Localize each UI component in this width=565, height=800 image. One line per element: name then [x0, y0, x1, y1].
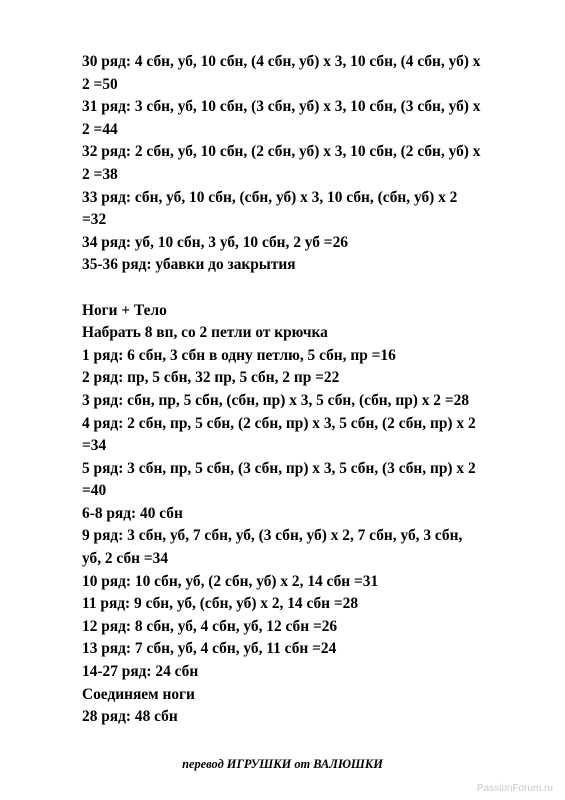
- pattern-line: 5 ряд: 3 сбн, пр, 5 сбн, (3 сбн, пр) х 3, 5 сбн, (3 сбн, пр) х 2: [82, 459, 476, 477]
- pattern-line: 12 ряд: 8 сбн, уб, 4 сбн, уб, 12 сбн =26: [82, 617, 338, 635]
- section-heading: Ноги + Тело: [82, 301, 167, 319]
- pattern-line: 28 ряд: 48 сбн: [82, 708, 178, 726]
- pattern-line: Набрать 8 вп, со 2 петли от крючка: [82, 324, 328, 342]
- pattern-text: [82, 51, 530, 729]
- pattern-line: =34: [82, 437, 107, 455]
- pattern-line: 3 ряд: сбн, пр, 5 сбн, (сбн, пр) х 3, 5 сбн, (сбн, пр) х 2 =28: [82, 391, 470, 409]
- pattern-line: 9 ряд: 3 сбн, уб, 7 сбн, уб, (3 сбн, уб) х 2, 7 сбн, уб, 3 сбн,: [82, 527, 463, 545]
- pattern-line: 33 ряд: сбн, уб, 10 сбн, (сбн, уб) х 3, 10 сбн, (сбн, уб) х 2: [82, 188, 458, 206]
- pattern-line: 14-27 ряд: 24 сбн: [82, 663, 199, 681]
- pattern-line: Соединяем ноги: [82, 685, 195, 703]
- pattern-line: 34 ряд: уб, 10 сбн, 3 уб, 10 сбн, 2 уб =26: [82, 233, 348, 251]
- section-spacer: [82, 277, 530, 300]
- pattern-line: =40: [82, 482, 107, 500]
- pattern-line: 2 =44: [82, 120, 118, 138]
- pattern-line: 11 ряд: 9 сбн, уб, (сбн, уб) х 2, 14 сбн =28: [82, 595, 359, 613]
- pattern-line: 2 =38: [82, 165, 118, 183]
- pattern-line: уб, 2 сбн =34: [82, 550, 169, 568]
- pattern-line: 31 ряд: 3 сбн, уб, 10 сбн, (3 сбн, уб) х 3, 10 сбн, (3 сбн, уб) х: [82, 98, 481, 116]
- pattern-line: 4 ряд: 2 сбн, пр, 5 сбн, (2 сбн, пр) х 3, 5 сбн, (2 сбн, пр) х 2: [82, 414, 476, 432]
- pattern-line: 32 ряд: 2 сбн, уб, 10 сбн, (2 сбн, уб) х 3, 10 сбн, (2 сбн, уб) х: [82, 143, 481, 161]
- pattern-line: 6-8 ряд: 40 сбн: [82, 504, 183, 522]
- pattern-line: 13 ряд: 7 сбн, уб, 4 сбн, уб, 11 сбн =24: [82, 640, 337, 658]
- pattern-line: 35-36 ряд: убавки до закрытия: [82, 256, 296, 274]
- pattern-line: =32: [82, 211, 107, 229]
- translation-credit: перевод ИГРУШКИ от ВАЛЮШКИ: [182, 757, 383, 771]
- pattern-line: 2 ряд: пр, 5 сбн, 32 пр, 5 сбн, 2 пр =22: [82, 369, 340, 387]
- pattern-line: 30 ряд: 4 сбн, уб, 10 сбн, (4 сбн, уб) х 3, 10 сбн, (4 сбн, уб) х: [82, 53, 481, 70]
- site-watermark: PassionForum.ru: [476, 783, 553, 794]
- pattern-line: 10 ряд: 10 сбн, уб, (2 сбн, уб) х 2, 14 сбн =31: [82, 572, 379, 590]
- pattern-line: 2 =50: [82, 75, 118, 93]
- pattern-line: 1 ряд: 6 сбн, 3 сбн в одну петлю, 5 сбн, пр =16: [82, 346, 396, 364]
